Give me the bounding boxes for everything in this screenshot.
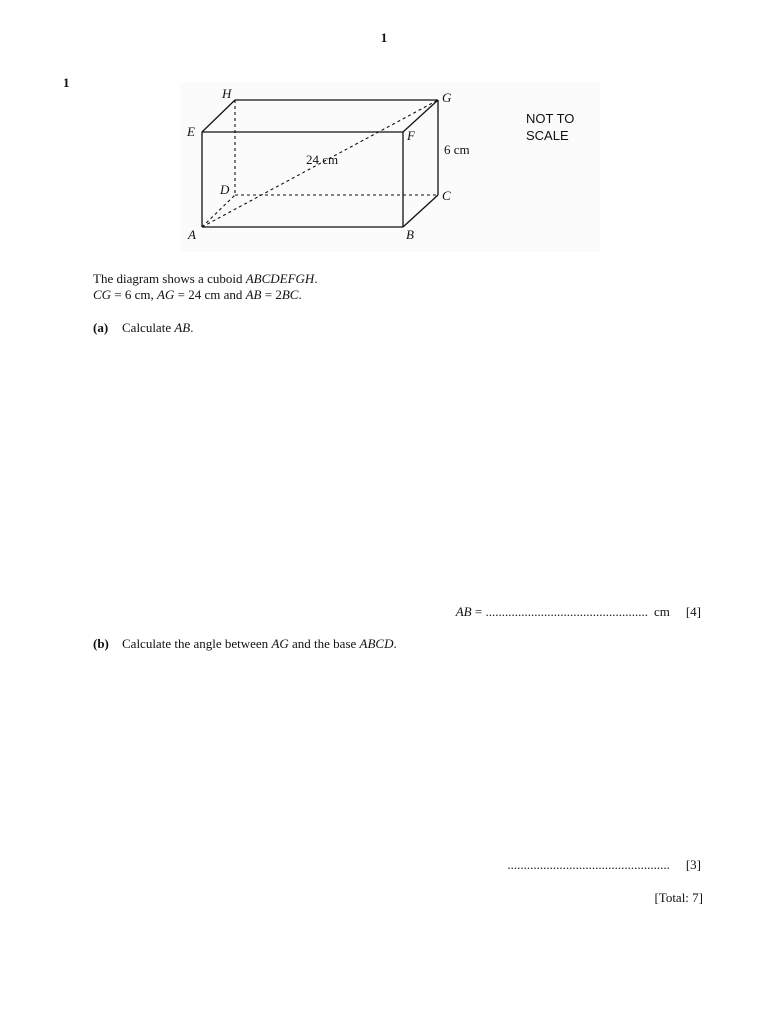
part-b-end: . — [393, 636, 397, 651]
answer-a-eq: = — [471, 604, 486, 619]
vertex-label-d: D — [220, 182, 230, 197]
vertex-label-b: B — [406, 227, 414, 242]
question-number: 1 — [63, 75, 70, 90]
part-a-text: Calculate — [122, 320, 175, 335]
label-diagonal-length: 24 cm — [306, 152, 339, 167]
part-b-var-abcd: ABCD — [359, 636, 394, 651]
vertex-label-c: C — [442, 188, 451, 203]
part-a-end: . — [190, 320, 194, 335]
not-to-scale-line1: NOT TO — [526, 111, 575, 126]
ag-value: = 24 cm and — [174, 287, 246, 302]
cuboid-diagram — [180, 82, 600, 252]
part-a-marks: [4] — [685, 604, 701, 619]
vertex-label-e: E — [187, 124, 195, 139]
vertex-label-a: A — [188, 227, 196, 242]
intro-end: . — [298, 287, 302, 302]
part-a-question — [93, 320, 193, 336]
part-a-label: (a) — [93, 320, 109, 335]
total-marks: [Total: 7] — [654, 890, 703, 905]
part-a-answer-line — [456, 604, 701, 620]
part-b-question — [93, 636, 397, 652]
var-bc: BC — [281, 287, 299, 302]
answer-a-unit: cm — [653, 604, 670, 619]
vertex-label-g: G — [442, 90, 452, 105]
intro-text: The diagram shows a cuboid — [93, 271, 246, 286]
vertex-label-f: F — [407, 128, 415, 143]
part-b-marks: [3] — [685, 857, 701, 872]
var-cg: CG — [93, 287, 112, 302]
label-height: 6 cm — [444, 142, 470, 157]
var-ab: AB — [245, 287, 262, 302]
not-to-scale-note — [526, 110, 574, 144]
cg-value: = 6 cm, — [111, 287, 158, 302]
vertex-label-h: H — [222, 86, 232, 101]
part-b-label: (b) — [93, 636, 109, 651]
ab-eq: = 2 — [261, 287, 282, 302]
cuboid-name: ABCDEFGH — [245, 271, 315, 286]
intro-line-1 — [93, 271, 318, 287]
intro-period: . — [314, 271, 318, 286]
part-b-text-2: and the base — [288, 636, 360, 651]
answer-b-field[interactable]: .................................................. — [507, 857, 670, 872]
var-ag: AG — [157, 287, 175, 302]
part-b-text-1: Calculate the angle between — [122, 636, 272, 651]
not-to-scale-line2: SCALE — [526, 128, 569, 143]
question-intro — [93, 271, 318, 303]
part-b-var-ag: AG — [271, 636, 289, 651]
answer-a-var: AB — [455, 604, 472, 619]
part-a-var: AB — [174, 320, 191, 335]
page-number: 1 — [380, 30, 388, 45]
intro-line-2 — [93, 287, 318, 303]
answer-a-field[interactable]: .................................................. — [485, 604, 648, 619]
part-b-answer-line — [507, 857, 701, 873]
